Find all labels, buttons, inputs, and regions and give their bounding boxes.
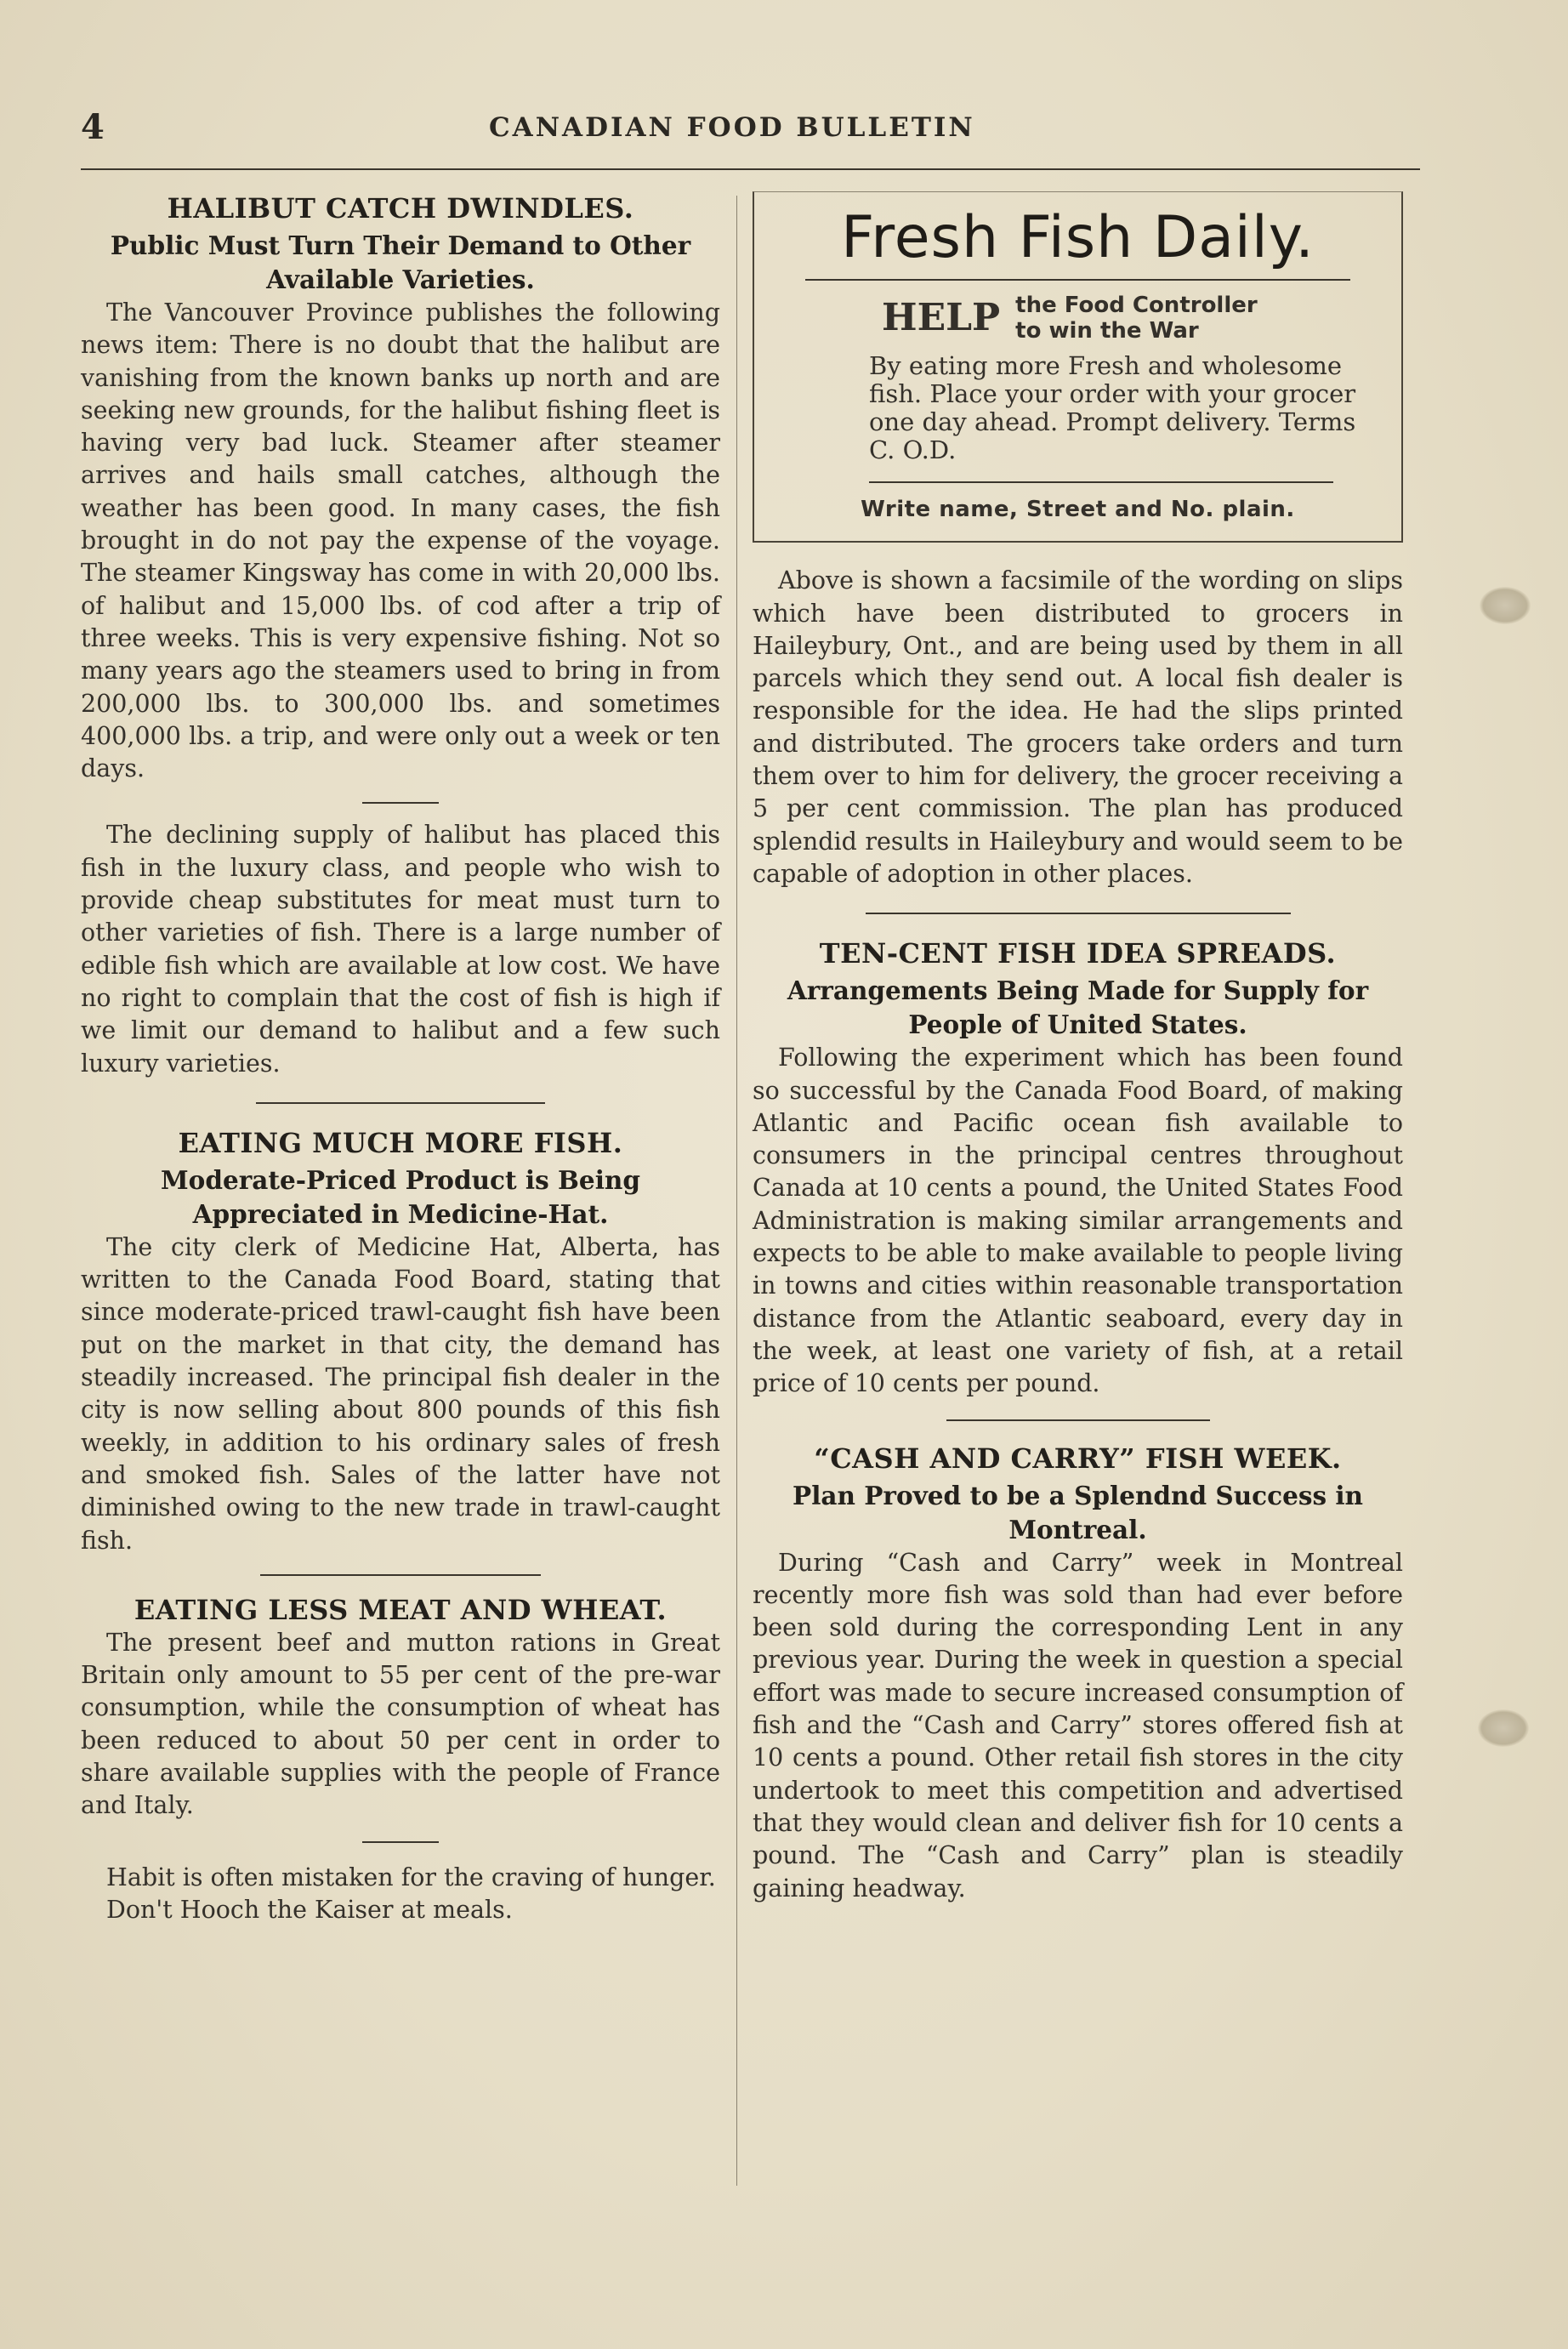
article-paragraph: The present beef and mutton rations in Great Britain only amount to 55 per cent of the pre-war consumption, while the consumption of wheat has been reduced to about 50 per cent in order to share available supplies with the people of France and Italy. — [81, 1628, 720, 1820]
article-subtitle: Public Must Turn Their Demand to Other Available Varieties. — [110, 230, 691, 294]
article-subtitle: Plan Proved to be a Splendnd Success in Montreal. — [793, 1480, 1363, 1544]
divider-rule — [362, 802, 439, 804]
article-title: EATING MUCH MORE FISH. — [178, 1126, 623, 1159]
article-paragraph: Don't Hooch the Kaiser at meals. — [106, 1895, 513, 1924]
article-title: HALIBUT CATCH DWINDLES. — [167, 192, 634, 225]
ad-title: Fresh Fish Daily. — [841, 204, 1315, 271]
ad-title-rule — [805, 279, 1350, 281]
binding-hole — [1480, 587, 1531, 624]
article-paragraph: Habit is often mistaken for the craving of hunger. — [106, 1863, 716, 1891]
section-rule — [260, 1574, 541, 1576]
section-rule — [866, 913, 1291, 914]
article-title: TEN-CENT FISH IDEA SPREADS. — [819, 937, 1337, 970]
ad-help-text — [1015, 293, 1258, 344]
left-column — [81, 191, 720, 1926]
article-subtitle: Moderate-Priced Product is Being Appreciated in Medicine-Hat. — [161, 1164, 640, 1229]
ad-help-word: HELP — [882, 296, 1001, 339]
article-paragraph: The city clerk of Medicine Hat, Alberta, has written to the Canada Food Board, stating that since moderate-priced trawl-caught fish have been put on the market in that city, the demand has steadily increased. The principal fish dealer in the city is now selling about 800 pounds of this fish weekly, in addition to his ordinary sales of fresh and smoked fish. Sales of the latter have not diminished owing to the new trade in trawl-caught fish. — [81, 1232, 720, 1555]
ad-help-line-2: to win the War — [1015, 318, 1199, 344]
article-ad-note — [753, 565, 1403, 890]
article-habit — [81, 1862, 720, 1927]
article-cash-carry — [753, 1442, 1403, 1905]
page-number: 4 — [81, 107, 105, 147]
header-rule — [81, 168, 1420, 170]
binding-hole — [1478, 1709, 1529, 1747]
ad-footer: Write name, Street and No. plain. — [861, 497, 1295, 522]
advertisement-box — [753, 191, 1403, 543]
ad-rule — [869, 481, 1333, 483]
article-title: “CASH AND CARRY” FISH WEEK. — [814, 1442, 1342, 1475]
article-paragraph: The declining supply of halibut has placed this fish in the luxury class, and people who wish to provide cheap substitutes for meat must turn to other varieties of fish. There is a large number of edible fish which are available at low cost. We have no right to complain that the cost of fish is high if we limit our demand to halibut and a few such luxury varieties. — [81, 821, 720, 1078]
article-paragraph: During “Cash and Carry” week in Montreal recently more fish was sold than had ever before been sold during the corresponding Lent in any previous year. During the week in question a special effort was made to secure increased consumption of fish and the “Cash and Carry” stores offered fish at 10 cents a pound. Other retail fish stores in the city undertook to meet this competition and advertised that they would clean and deliver fish for 10 cents a pound. The “Cash and Carry” plan is steadily gaining headway. — [753, 1548, 1403, 1903]
column-divider — [736, 196, 737, 2186]
section-rule — [946, 1419, 1210, 1421]
ad-help-line — [780, 293, 1376, 344]
article-paragraph: Above is shown a facsimile of the wording on slips which have been distributed to grocers in Haileybury, Ont., and are being used by them in all parcels which they send out. A local fish dealer is responsible for the idea. He had the slips printed and distributed. The grocers take orders and turn them over to him for delivery, the grocer receiving a 5 per cent commission. The plan has produced splendid results in Haileybury and would seem to be capable of adoption in other places. — [753, 566, 1403, 888]
article-ten-cent — [753, 936, 1403, 1400]
article-subtitle: Arrangements Being Made for Supply for People of United States. — [787, 975, 1369, 1040]
article-halibut — [81, 191, 720, 1080]
article-paragraph: Following the experiment which has been found so successful by the Canada Food Board, of making Atlantic and Pacific ocean fish available to consumers in the principal centres throughout Canada at 10 cents a pound, the United States Food Administration is making similar arrangements and expects to be able to make available to people living in towns and cities within reasonable transportation distance from the Atlantic seaboard, every day in the week, at least one variety of fish, at a retail price of 10 cents per pound. — [753, 1044, 1403, 1398]
right-column — [753, 191, 1403, 1905]
article-title: EATING LESS MEAT AND WHEAT. — [134, 1593, 668, 1626]
ad-body: By eating more Fresh and wholesome fish. Place your order with your grocer one day ahead. Prompt delivery. Terms C. O.D. — [869, 351, 1356, 464]
article-paragraph: The Vancouver Province publishes the following news item: There is no doubt that the halibut are vanishing from the known banks up north and are seeking new grounds, for the halibut fishing fleet is having very bad luck. Steamer after steamer arrives and hails small catches, although the weather has been good. In many cases, the fish brought in do not pay the expense of the voyage. The steamer Kingsway has come in with 20,000 lbs. of halibut and 15,000 lbs. of cod after a trip of three weeks. This is very expensive fishing. Not so many years ago the steamers used to bring in from 200,000 lbs. to 300,000 lbs. and sometimes 400,000 lbs. a trip, and were only out a week or ten days. — [81, 299, 720, 783]
article-eating-fish — [81, 1126, 720, 1557]
ad-help-line-1: the Food Controller — [1015, 293, 1258, 318]
running-title: CANADIAN FOOD BULLETIN — [489, 112, 975, 143]
section-rule — [256, 1102, 545, 1104]
article-less-meat — [81, 1593, 720, 1823]
page-header — [81, 100, 1407, 151]
divider-rule — [362, 1841, 439, 1843]
